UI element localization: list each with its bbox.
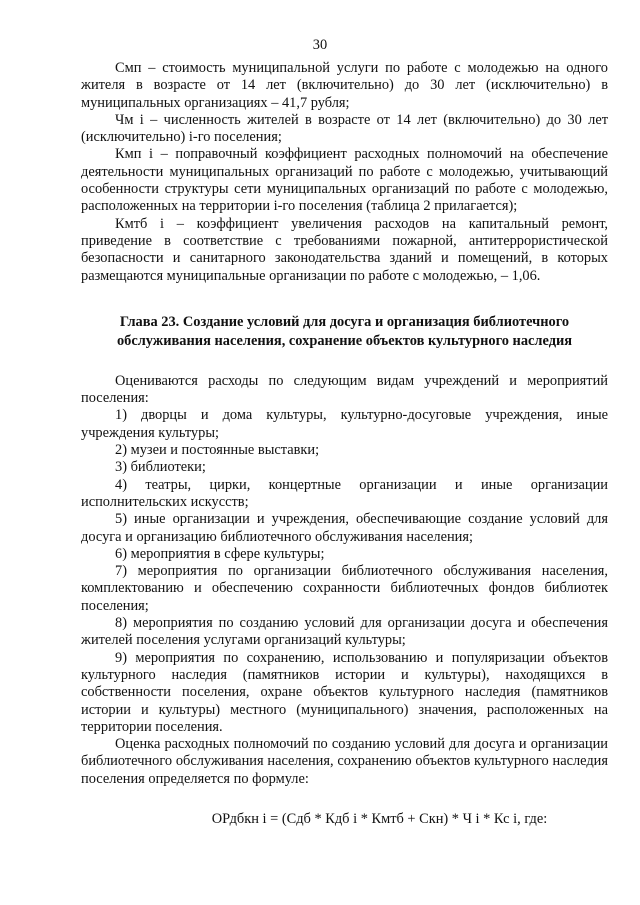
definition-smp: Смп – стоимость муниципальной услуги по работе с молодежью на одного жителя в возрасте от 14 лет (включительно) до 30 лет (исключительно) в муниципальных организациях – 41,7 рубля; — [81, 60, 608, 111]
list-item-1: 1) дворцы и дома культуры, культурно-досуговые учреждения, иные учреждения культуры; — [81, 407, 608, 441]
list-item-9: 9) мероприятия по сохранению, использованию и популяризации объектов культурного наследия (памятников истории и культуры), находящихся в собственности поселения, охране объектов культурного наследия (памятников истории и культуры) местного (муниципального) значения, расположенных на территории поселения. — [81, 649, 608, 735]
definition-kmtb: Кмтб i – коэффициент увеличения расходов на капитальный ремонт, приведение в соответствие с требованиями пожарной, антитеррористической безопасности и санитарного законодательства зданий и помещений, в которых размещаются муниципальные организации по работе с молодежью, – 1,06. — [81, 215, 608, 284]
list-item-3: 3) библиотеки; — [115, 459, 206, 476]
formula: ОРдбкн i = (Сдб * Кдб i * Кмтб + Скн) * Ч i * Кс i, где: — [211, 810, 548, 827]
list-item-4: 4) театры, цирки, концертные организации и иные организации исполнительских искусств; — [81, 476, 608, 510]
intro-paragraph: Оцениваются расходы по следующим видам учреждений и мероприятий поселения: — [81, 372, 608, 407]
list-item-6: 6) мероприятия в сфере культуры; — [115, 545, 325, 562]
list-item-7: 7) мероприятия по организации библиотечного обслуживания населения, комплектованию и обеспечению сохранности библиотечных фондов библиотек поселения; — [81, 563, 608, 614]
chapter-title-line-2: обслуживания населения, сохранение объектов культурного наследия — [116, 332, 573, 349]
document-body — [81, 60, 608, 828]
definition-kmp: Кмп i – поправочный коэффициент расходных полномочий на обеспечение деятельности муниципальных организаций по работе с молодежью, учитывающий особенности структуры сети муниципальных организаций по работе с молодежью, расположенных на территории i-го поселения (таблица 2 прилагается); — [81, 146, 608, 215]
list-item-5: 5) иные организации и учреждения, обеспечивающие создание условий для досуга и организацию библиотечного обслуживания населения; — [81, 511, 608, 545]
chapter-heading — [81, 313, 608, 351]
definition-chm: Чм i – численность жителей в возрасте от 14 лет (включительно) до 30 лет (исключительно) i-го поселения; — [81, 111, 608, 146]
page-number: 30 — [312, 37, 328, 53]
assessment-paragraph: Оценка расходных полномочий по созданию условий для досуга и организации библиотечного обслуживания населения, сохранению объектов культурного наследия поселения определяется по формуле: — [81, 736, 608, 787]
list-item-2: 2) музеи и постоянные выставки; — [115, 442, 320, 459]
list-item-8: 8) мероприятия по созданию условий для организации досуга и обеспечения жителей поселения услугами организаций культуры; — [81, 615, 608, 649]
chapter-title-line-1: Глава 23. Создание условий для досуга и организация библиотечного — [119, 313, 570, 330]
